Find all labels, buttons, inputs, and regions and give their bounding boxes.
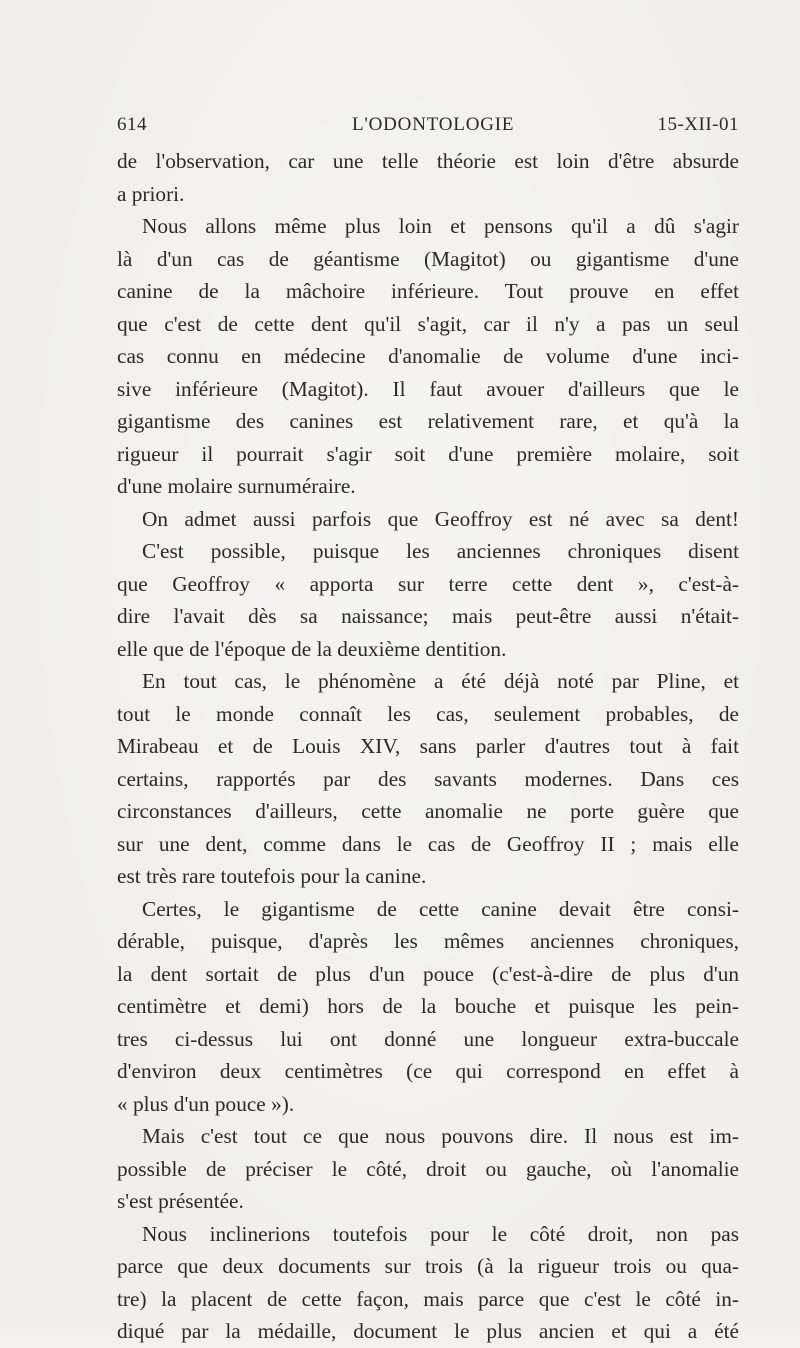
text-line: que c'est de cette dent qu'il s'agit, car il n'y a pas un seul — [117, 311, 739, 336]
text-line: canine de la mâchoire inférieure. Tout prouve en effet — [117, 279, 739, 303]
text-line: possible de préciser le côté, droit ou gauche, où l'anomalie — [117, 1156, 739, 1181]
page-number: 614 — [117, 114, 147, 135]
text-line: parce que deux documents sur trois (à la rigueur trois ou qua- — [117, 1254, 739, 1278]
running-head — [117, 114, 739, 140]
body-text — [117, 145, 739, 1348]
text-line: que Geoffroy « apporta sur terre cette dent », c'est-à- — [117, 571, 739, 596]
text-line: tres ci-dessus lui ont donné une longueur extra-buccale — [117, 1026, 739, 1051]
text-line: là d'un cas de géantisme (Magitot) ou gigantisme d'une — [117, 246, 739, 271]
text-line: gigantisme des canines est relativement rare, et qu'à la — [117, 409, 739, 433]
text-line: cas connu en médecine d'anomalie de volume d'une inci- — [117, 344, 739, 368]
text-line: la dent sortait de plus d'un pouce (c'est-à-dire de plus d'un — [117, 961, 739, 986]
text-line: s'est présentée. — [117, 1189, 244, 1213]
text-line: circonstances d'ailleurs, cette anomalie ne porte guère que — [117, 799, 739, 823]
text-line: tre) la placent de cette façon, mais parce que c'est le côté in- — [117, 1286, 739, 1311]
text-line: On admet aussi parfois que Geoffroy est né avec sa dent! — [142, 506, 739, 531]
text-line: Certes, le gigantisme de cette canine devait être consi- — [142, 896, 739, 921]
text-line: elle que de l'époque de la deuxième dentition. — [117, 636, 507, 661]
journal-title: L'ODONTOLOGIE — [352, 114, 515, 135]
text-line: est très rare toutefois pour la canine. — [117, 864, 427, 888]
text-line: a priori. — [117, 181, 185, 206]
text-line: certains, rapportés par des savants modernes. Dans ces — [117, 766, 739, 791]
text-line: sive inférieure (Magitot). Il faut avouer d'ailleurs que le — [117, 376, 739, 401]
text-line: centimètre et demi) hors de la bouche et puisque les pein- — [117, 994, 739, 1018]
text-line: Nous inclinerions toutefois pour le côté droit, non pas — [142, 1221, 739, 1246]
text-line: C'est possible, puisque les anciennes chroniques disent — [142, 539, 739, 563]
text-line: d'environ deux centimètres (ce qui correspond en effet à — [117, 1059, 739, 1083]
text-line: diqué par la médaille, document le plus ancien et qui a été — [117, 1319, 739, 1343]
text-line: « plus d'un pouce »). — [117, 1091, 295, 1116]
text-line: dire l'avait dès sa naissance; mais peut-être aussi n'était- — [117, 604, 739, 628]
text-line: sur une dent, comme dans le cas de Geoffroy II ; mais elle — [117, 831, 739, 856]
text-line: dérable, puisque, d'après les mêmes anciennes chroniques, — [117, 929, 739, 953]
text-line: Nous allons même plus loin et pensons qu'il a dû s'agir — [142, 214, 739, 238]
text-line: Mirabeau et de Louis XIV, sans parler d'autres tout à fait — [117, 734, 739, 758]
text-line: d'une molaire surnuméraire. — [117, 474, 356, 498]
text-line: Mais c'est tout ce que nous pouvons dire. Il nous est im- — [142, 1124, 739, 1148]
text-line: tout le monde connaît les cas, seulement probables, de — [117, 701, 739, 726]
text-line: En tout cas, le phénomène a été déjà noté par Pline, et — [142, 669, 739, 693]
text-line: rigueur il pourrait s'agir soit d'une première molaire, soit — [117, 441, 739, 466]
text-line: de l'observation, car une telle théorie est loin d'être absurde — [117, 149, 739, 173]
issue-date: 15-XII-01 — [657, 114, 739, 135]
